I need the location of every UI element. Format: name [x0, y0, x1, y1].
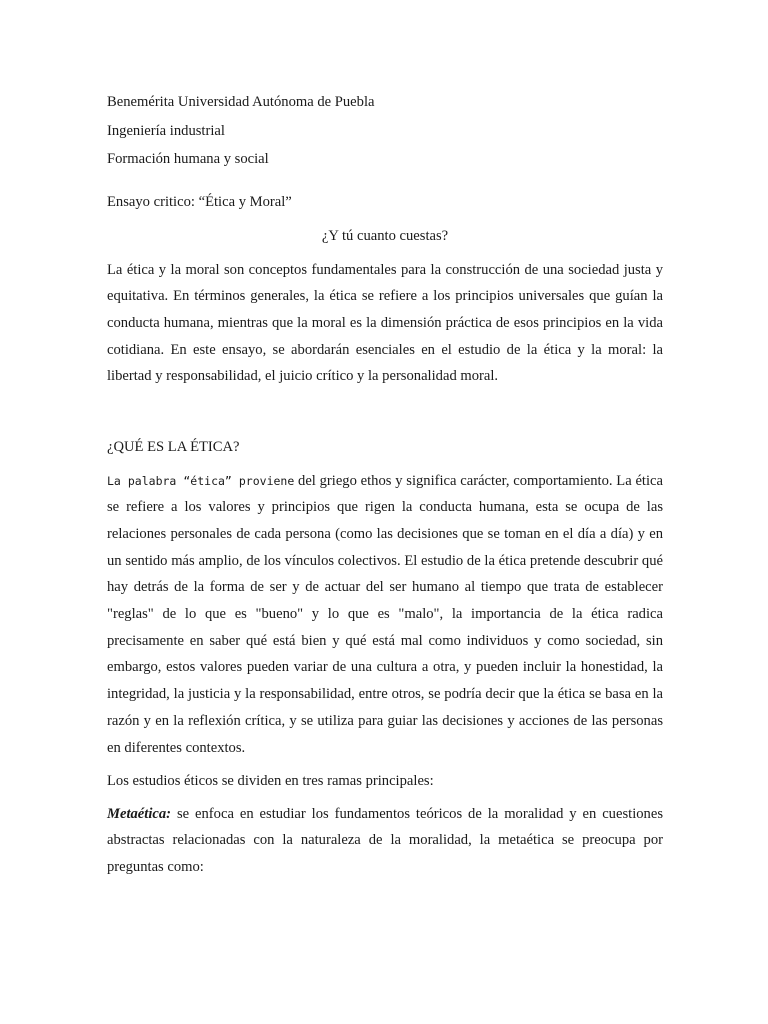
spacer	[107, 390, 663, 433]
ethics-paragraph-prefix: La palabra “ética” proviene	[107, 473, 295, 488]
ethics-paragraph-text: del griego ethos y significa carácter, comportamiento. La ética se refiere a los valores y principios que rigen la conducta humana, esta se ocupa de las relaciones personales de cada persona (como las decisiones que se toman en el día a día) y en un sentido más amplio, de los vínculos colectivos. El estudio de la ética pretende descubrir qué hay detrás de la forma de ser y de actuar del ser humano al tiempo que trata de establecer "reglas" de lo que es "bueno" y lo que es "malo", la importancia de la ética radica precisamente en saber qué está bien y qué está mal como individuos y como sociedad, sin embargo, estos valores pueden variar de una cultura a otra, y pueden incluir la honestidad, la integridad, la justicia y la responsabilidad, entre otros, se podría decir que la ética se basa en la razón y en la reflexión crítica, y se utiliza para guiar las decisiones y acciones de las personas en diferentes contextos.	[107, 472, 663, 756]
spacer	[107, 174, 663, 188]
essay-label: Ensayo critico: “Ética y Moral”	[107, 193, 292, 210]
branches-intro: Los estudios éticos se dividen en tres ramas principales:	[107, 773, 434, 790]
intro-paragraph: La ética y la moral son conceptos fundamentales para la construcción de una sociedad justa y equitativa. En términos generales, la ética se refiere a los principios universales que guían la conducta humana, mientras que la moral es la dimensión práctica de esos principios en la vida cotidiana. En este ensayo, se abordarán esenciales en el estudio de la ética y la moral: la libertad y responsabilidad, el juicio crítico y la personalidad moral.	[107, 261, 663, 385]
section-heading: ¿QUÉ ES LA ÉTICA?	[107, 439, 240, 456]
essay-subtitle: ¿Y tú cuanto cuestas?	[321, 228, 449, 244]
course-name: Formación humana y social	[107, 151, 269, 167]
program-name: Ingeniería industrial	[107, 122, 225, 139]
university-name: Benemérita Universidad Autónoma de Puebla	[107, 94, 375, 110]
metaethics-text: se enfoca en estudiar los fundamentos teóricos de la moralidad y en cuestiones abstractas relacionadas con la naturaleza de la moralidad, la metaética se preocupa por preguntas como:	[107, 805, 663, 876]
document-body	[107, 88, 663, 881]
metaethics-paragraph	[107, 801, 663, 881]
metaethics-term: Metaética:	[107, 805, 172, 822]
ethics-paragraph	[107, 468, 663, 762]
